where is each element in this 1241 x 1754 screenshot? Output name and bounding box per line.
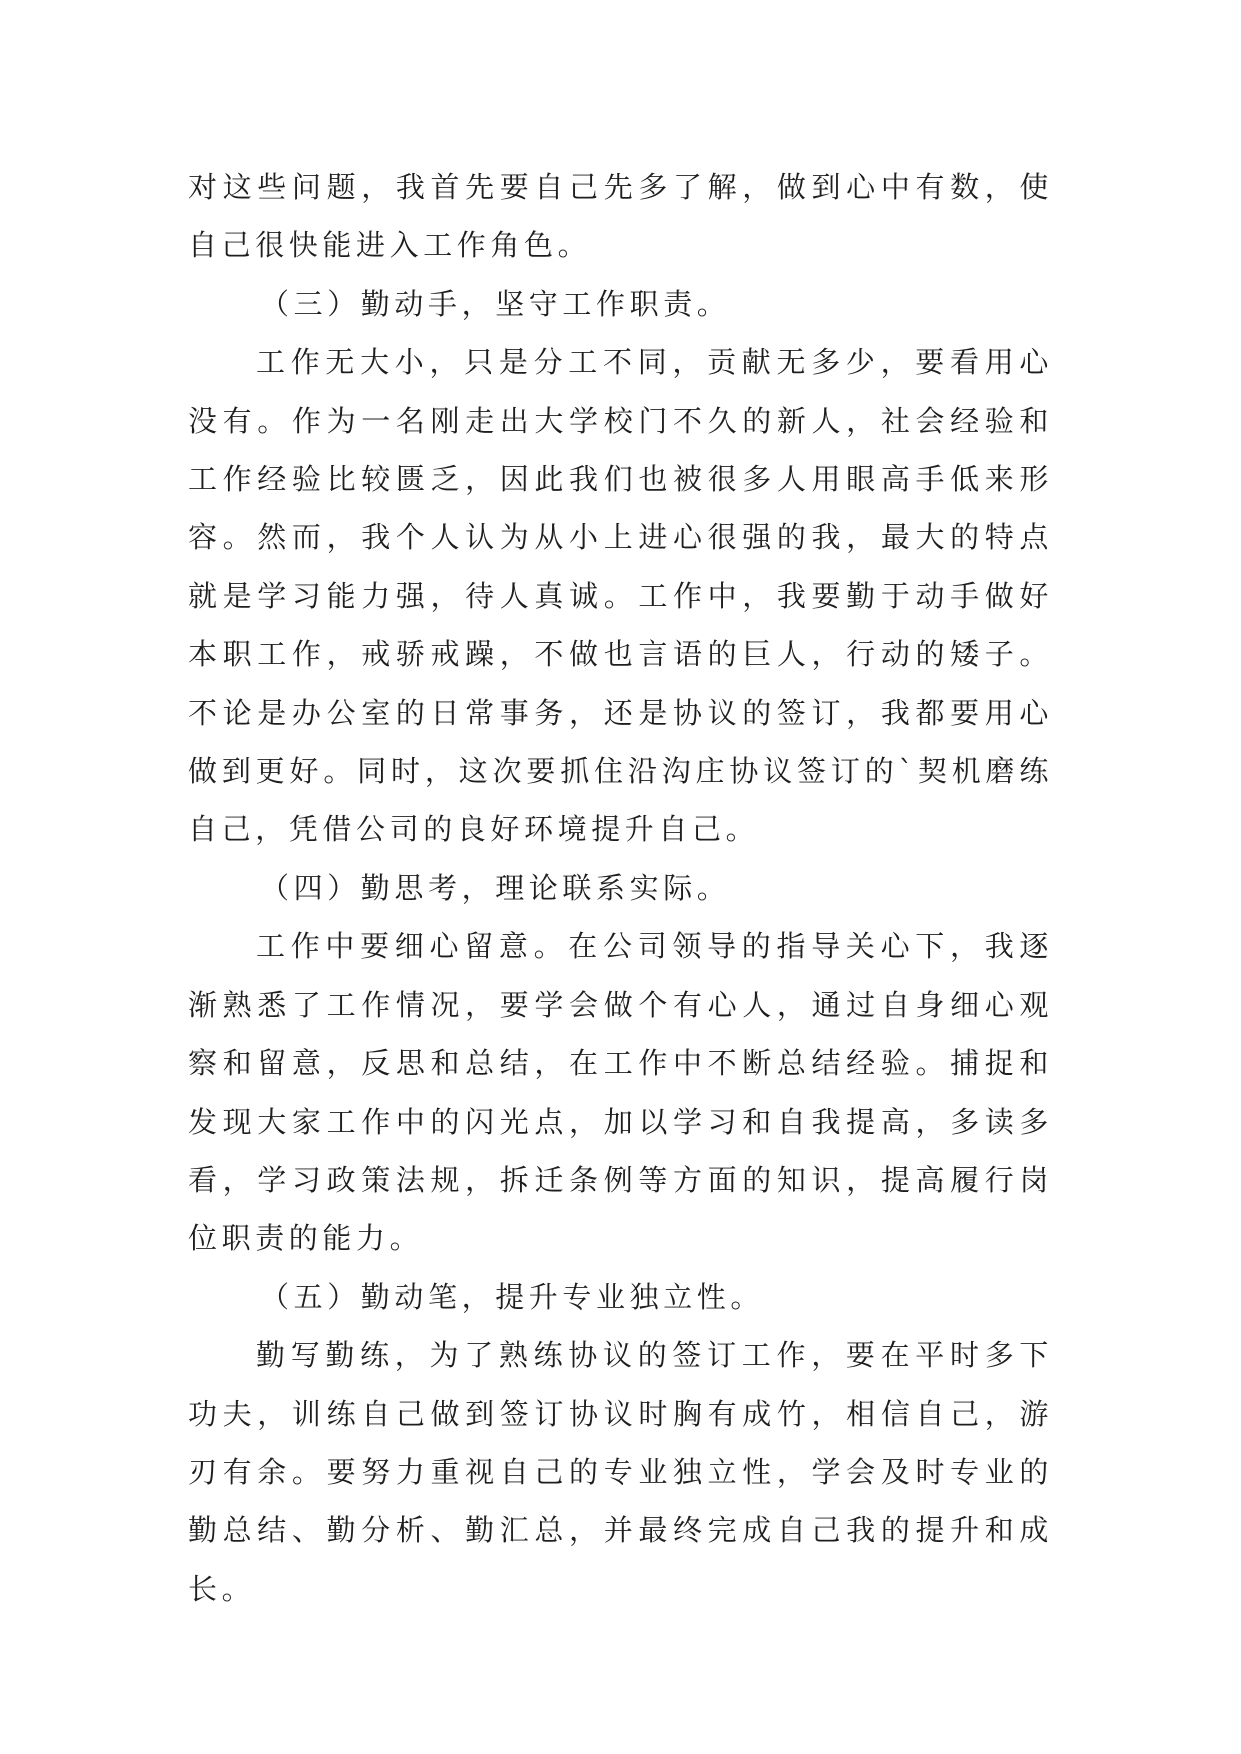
paragraph-thinking: 工作中要细心留意。在公司领导的指导关心下，我逐渐熟悉了工作情况，要学会做个有心人，通过自身细心观察和留意，反思和总结，在工作中不断总结经验。捕捉和发现大家工作中的闪光点，加以学习和自我提高，多读多看，学习政策法规，拆迁条例等方面的知识，提高履行岗位职责的能力。 [188, 929, 1053, 1256]
section-heading-3: （三）勤动手，坚守工作职责。 [260, 286, 731, 321]
paragraph-continued: 对这些问题，我首先要自己先多了解，做到心中有数，使自己很快能进入工作角色。 [188, 170, 1053, 263]
paragraph-writing: 勤写勤练，为了熟练协议的签订工作，要在平时多下功夫，训练自己做到签订协议时胸有成竹，相信自己，游刃有余。要努力重视自己的专业独立性，学会及时专业的勤总结、勤分析、勤汇总，并最终完成自己我的提升和成长。 [188, 1338, 1053, 1606]
section-heading-5: （五）勤动笔，提升专业独立性。 [260, 1279, 765, 1314]
document-body [188, 158, 1053, 1618]
paragraph-work-duties: 工作无大小，只是分工不同，贡献无多少，要看用心没有。作为一名刚走出大学校门不久的新人，社会经验和工作经验比较匮乏，因此我们也被很多人用眼高手低来形容。然而，我个人认为从小上进心很强的我，最大的特点就是学习能力强，待人真诚。工作中，我要勤于动手做好本职工作，戒骄戒躁，不做也言语的巨人，行动的矮子。不论是办公室的日常事务，还是协议的签订，我都要用心做到更好。同时，这次要抓住沿沟庄协议签订的`契机磨练自己，凭借公司的良好环境提升自己。 [188, 345, 1053, 847]
section-heading-4: （四）勤思考，理论联系实际。 [260, 870, 731, 905]
